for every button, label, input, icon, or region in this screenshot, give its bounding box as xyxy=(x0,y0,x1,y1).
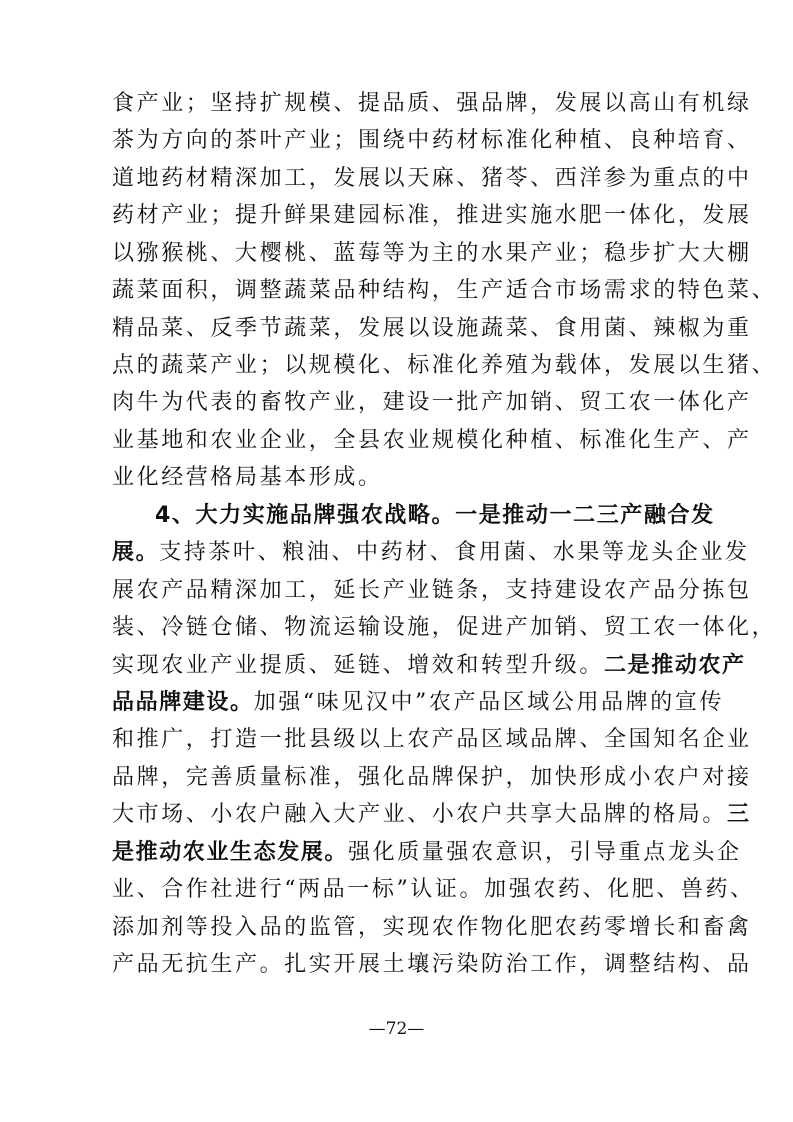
body-text-run: 强化质量强农意识，引导重点龙头企 xyxy=(348,840,742,865)
body-text-run: 展农产品精深加工，延长产业链条，支持建设农产品分拣包 xyxy=(112,578,752,603)
text-line xyxy=(112,240,752,268)
text-line xyxy=(112,764,752,792)
text-line xyxy=(112,165,752,193)
text-line xyxy=(112,914,752,942)
body-text-run: 业基地和农业企业，全县农业规模化种植、标准化生产、产 xyxy=(112,428,752,453)
body-text-run: 药材产业；提升鲜果建园标准，推进实施水肥一体化，发展 xyxy=(112,203,752,228)
text-line xyxy=(112,202,752,230)
body-text-run: 加强“味见汉中”农产品区域公用品牌的宣传 xyxy=(253,690,725,715)
text-line xyxy=(112,277,777,305)
text-line xyxy=(112,127,752,155)
body-text-run: 道地药材精深加工，发展以天麻、猪苓、西洋参为重点的中 xyxy=(112,166,752,191)
text-line xyxy=(112,876,755,904)
bold-heading-text: 二是推动农产 xyxy=(604,653,746,678)
body-text-run: 精品菜、反季节蔬菜，发展以设施蔬菜、食用菌、辣椒为重 xyxy=(112,316,752,341)
body-text-run: 业、合作社进行“两品一标”认证。加强农药、化肥、兽药、 xyxy=(112,877,755,902)
text-line xyxy=(112,614,777,642)
body-text-run: 和推广，打造一批县级以上农产品区域品牌、全国知名企业 xyxy=(112,727,752,752)
text-line xyxy=(112,801,751,829)
body-text-run: 实现农业产业提质、延链、增效和转型升级。 xyxy=(112,653,605,678)
text-line xyxy=(155,502,715,530)
text-line xyxy=(112,427,752,455)
body-text-run: 业化经营格局基本形成。 xyxy=(112,465,383,490)
body-text-run: 食产业；坚持扩规模、提品质、强品牌，发展以高山有机绿 xyxy=(112,91,752,116)
text-line xyxy=(112,839,742,867)
body-text-run: 茶为方向的茶叶产业；围绕中药材标准化种植、良种培育、 xyxy=(112,128,752,153)
text-line xyxy=(112,726,752,754)
bold-heading-text: 是推动农业生态发展。 xyxy=(112,840,349,865)
body-text-run: 肉牛为代表的畜牧产业，建设一批产加销、贸工农一体化产 xyxy=(112,390,752,415)
text-line xyxy=(112,90,752,118)
text-line xyxy=(112,389,752,417)
bold-heading-text: 4、大力实施品牌强农战略。一是推动一二三产融合发 xyxy=(155,503,715,528)
body-text-run: 以猕猴桃、大樱桃、蓝莓等为主的水果产业；稳步扩大大棚 xyxy=(112,241,752,266)
text-line xyxy=(112,464,672,492)
bold-heading-text: 展。 xyxy=(112,540,160,565)
text-line xyxy=(112,539,750,567)
body-text-run: 支持茶叶、粮油、中药材、食用菌、水果等龙头企业发 xyxy=(159,540,750,565)
text-line xyxy=(112,951,752,979)
text-line xyxy=(112,352,777,380)
text-line xyxy=(112,689,725,717)
page-number: —72— xyxy=(368,1019,425,1039)
text-line xyxy=(112,577,752,605)
bold-heading-text: 三 xyxy=(727,802,751,827)
body-text-run: 添加剂等投入品的监管，实现农作物化肥农药零增长和畜禽 xyxy=(112,915,752,940)
body-text-run: 装、冷链仓储、物流运输设施，促进产加销、贸工农一体化， xyxy=(112,615,777,640)
body-text-run: 品牌，完善质量标准，强化品牌保护，加快形成小农户对接 xyxy=(112,765,752,790)
text-line xyxy=(112,315,752,343)
body-text-run: 点的蔬菜产业；以规模化、标准化养殖为载体，发展以生猪、 xyxy=(112,353,777,378)
body-text-run: 产品无抗生产。扎实开展土壤污染防治工作，调整结构、品 xyxy=(112,952,752,977)
body-text-run: 蔬菜面积，调整蔬菜品种结构，生产适合市场需求的特色菜、 xyxy=(112,278,777,303)
bold-heading-text: 品品牌建设。 xyxy=(112,690,254,715)
body-text-run: 大市场、小农户融入大产业、小农户共享大品牌的格局。 xyxy=(112,802,728,827)
text-line xyxy=(112,652,746,680)
